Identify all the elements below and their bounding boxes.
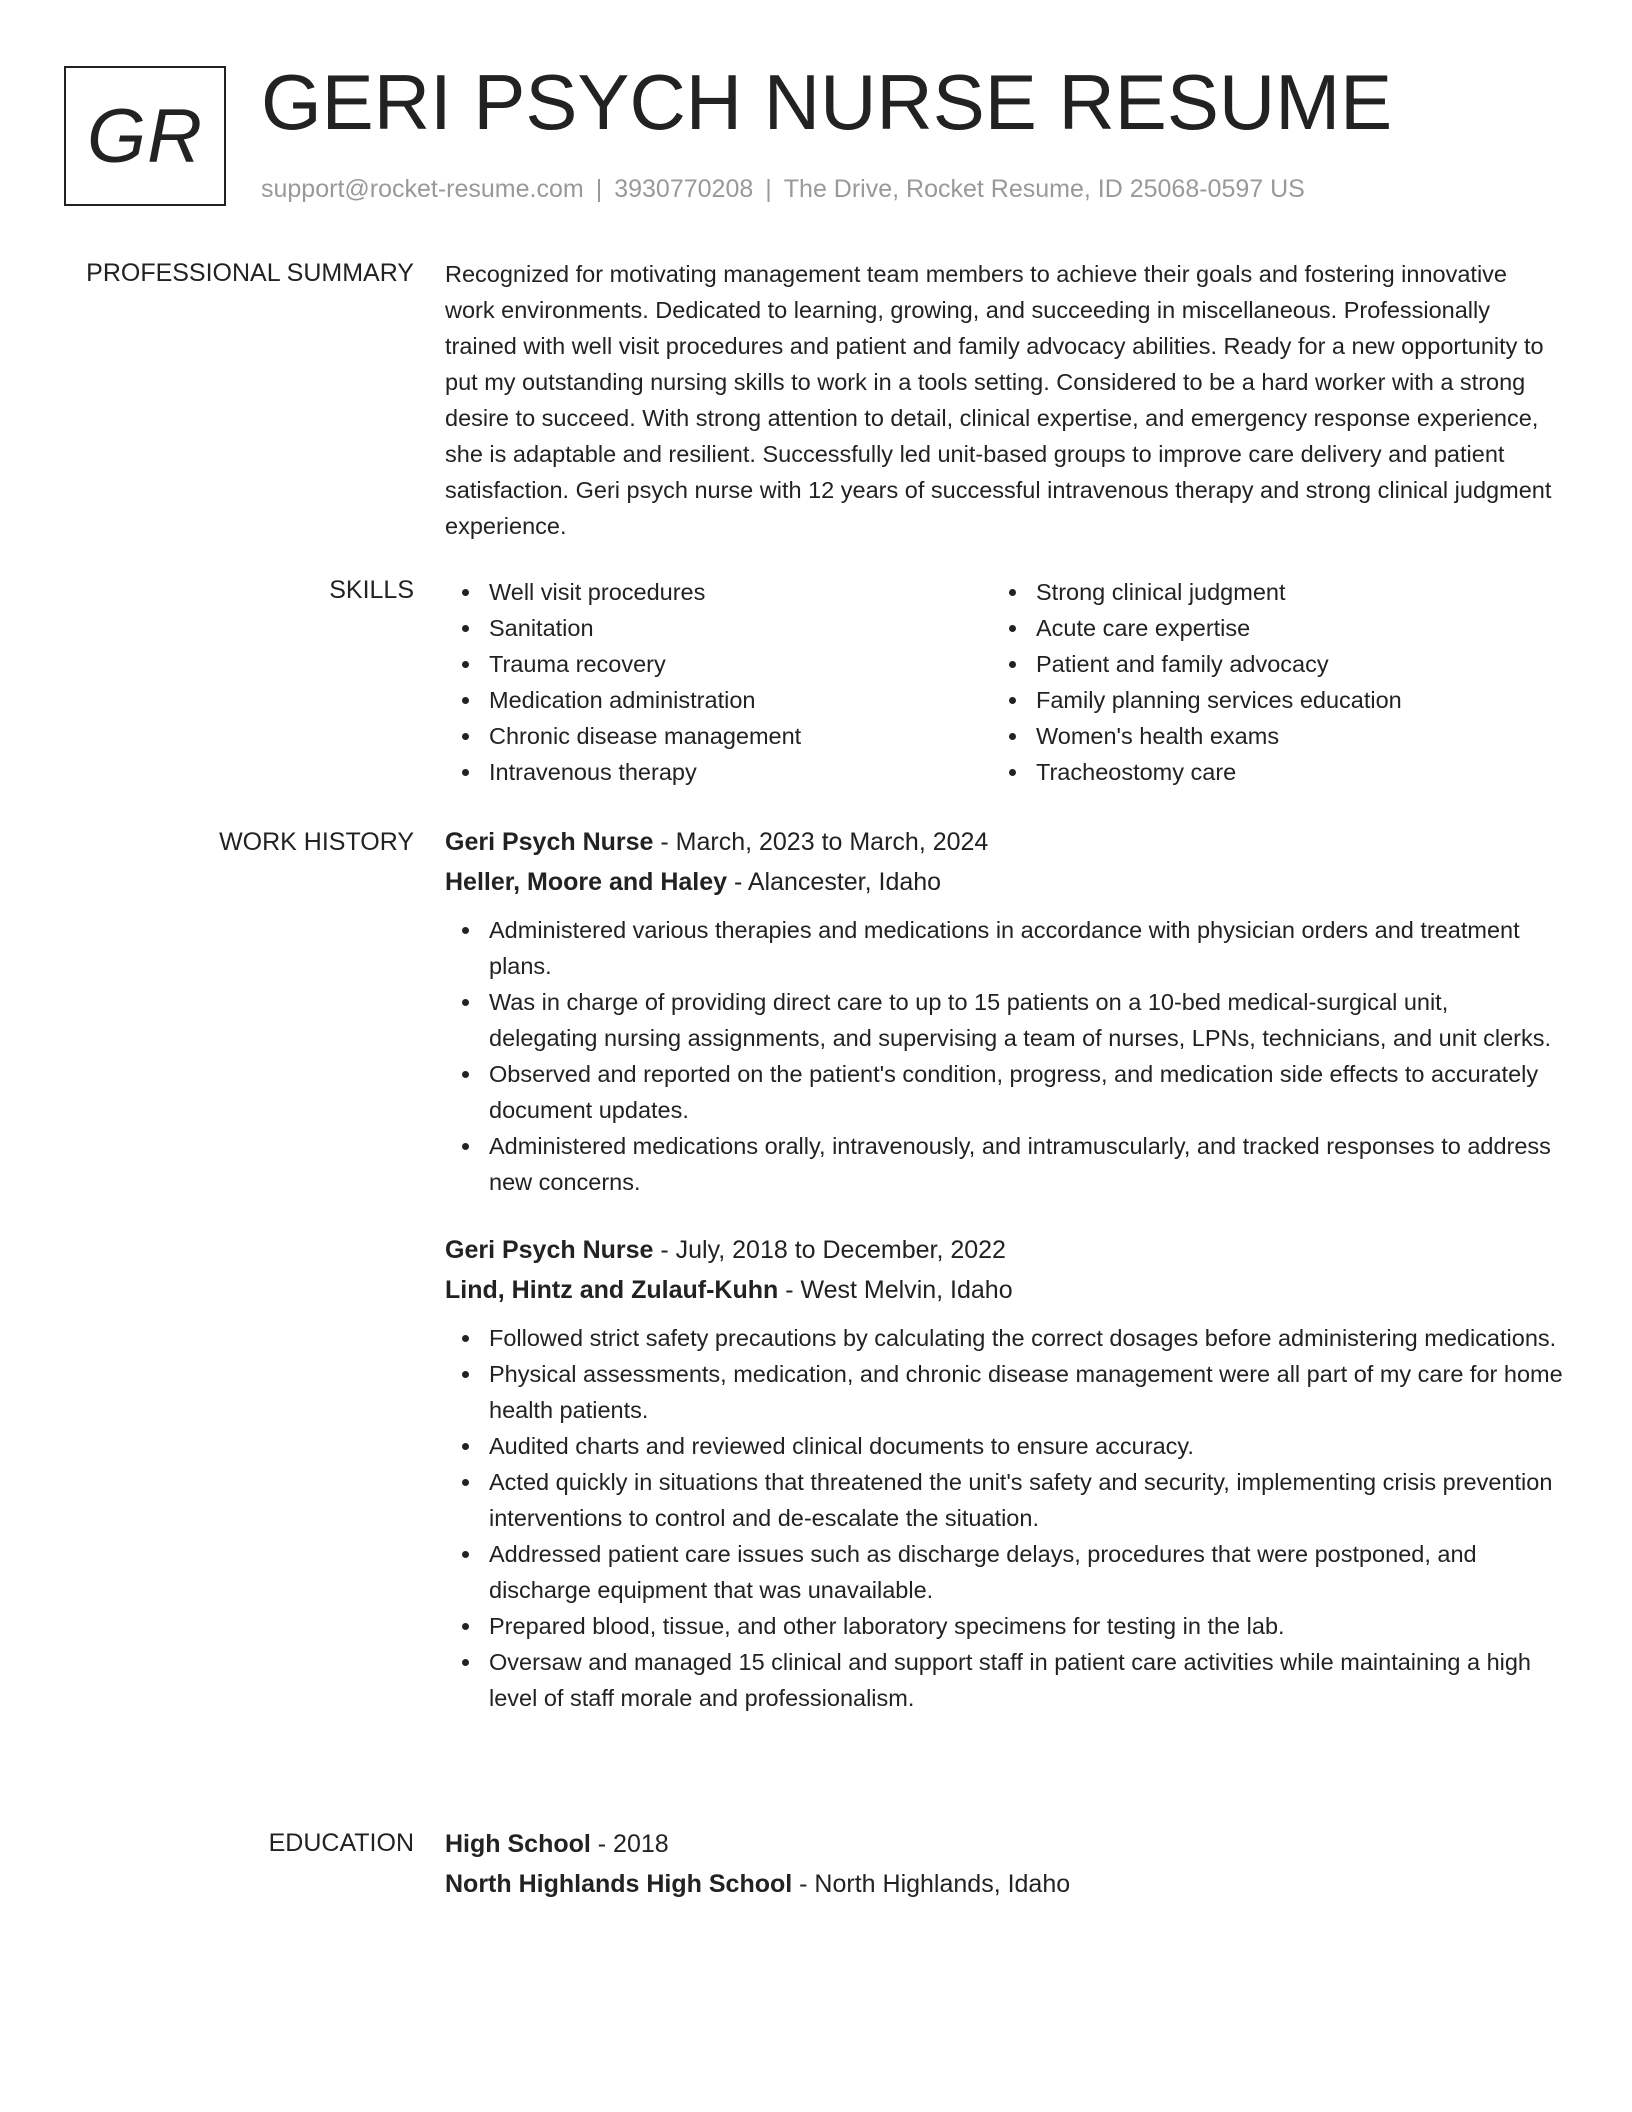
skill-item: Well visit procedures — [445, 574, 992, 610]
education-school-line — [445, 1864, 1563, 1904]
education-location: - North Highlands, Idaho — [792, 1870, 1071, 1898]
monogram-text: GR — [87, 93, 203, 179]
summary-text: Recognized for motivating management team members to achieve their goals and fostering innovative work environments. Dedicated to learning, growing, and succeeding in miscellaneous. Professionally trained with well visit procedures and patient and family advocacy abilities. Ready for a new opportunity to put my outstanding nursing skills to work in a tools setting. Considered to be a hard worker with a strong desire to succeed. With strong attention to detail, clinical expertise, and emergency response experience, she is adaptable and resilient. Successfully led unit-based groups to improve care delivery and patient satisfaction. Geri psych nurse with 12 years of successful intravenous therapy and strong clinical judgment experience. — [445, 261, 1552, 539]
contact-separator: | — [765, 175, 772, 203]
job-duty: Acted quickly in situations that threatened the unit's safety and security, implementing crisis prevention interventions to control and de-escalate the situation. — [445, 1464, 1563, 1536]
education-section — [445, 1824, 1563, 1904]
job-duty: Observed and reported on the patient's condition, progress, and medication side effects to accurately document updates. — [445, 1056, 1563, 1128]
skill-item: Tracheostomy care — [992, 754, 1539, 790]
summary-section — [445, 256, 1563, 544]
job-duty: Administered medications orally, intravenously, and intramuscularly, and tracked responses to address new concerns. — [445, 1128, 1563, 1200]
job-duty: Audited charts and reviewed clinical documents to ensure accuracy. — [445, 1428, 1563, 1464]
education-degree: High School — [445, 1830, 591, 1858]
skill-item: Family planning services education — [992, 682, 1539, 718]
job-duty: Administered various therapies and medications in accordance with physician orders and treatment plans. — [445, 912, 1563, 984]
contact-line — [261, 174, 1305, 204]
job-company-line — [445, 862, 1563, 902]
skill-item: Intravenous therapy — [445, 754, 992, 790]
work-history-section — [445, 822, 1563, 1716]
job-location: - West Melvin, Idaho — [778, 1276, 1013, 1304]
job-title: Geri Psych Nurse — [445, 828, 654, 856]
job-duty: Oversaw and managed 15 clinical and support staff in patient care activities while maintaining a high level of staff morale and professionalism. — [445, 1644, 1563, 1716]
skill-item: Medication administration — [445, 682, 992, 718]
job-dates: - March, 2023 to March, 2024 — [653, 828, 989, 856]
summary-heading: PROFESSIONAL SUMMARY — [86, 259, 414, 287]
job-title-line — [445, 1230, 1563, 1270]
job-duties-list — [445, 912, 1563, 1200]
job-company: Lind, Hintz and Zulauf-Kuhn — [445, 1276, 779, 1304]
skills-list-left — [445, 574, 992, 790]
job-company: Heller, Moore and Haley — [445, 868, 728, 896]
resume-title: GERI PSYCH NURSE RESUME — [261, 58, 1393, 146]
job-duty: Addressed patient care issues such as discharge delays, procedures that were postponed, and discharge equipment that was unavailable. — [445, 1536, 1563, 1608]
work-history-heading: WORK HISTORY — [219, 828, 414, 856]
job-title-line — [445, 822, 1563, 862]
job-dates: - July, 2018 to December, 2022 — [653, 1236, 1006, 1264]
education-year: - 2018 — [590, 1830, 669, 1858]
skills-section — [445, 574, 1563, 790]
job-title: Geri Psych Nurse — [445, 1236, 654, 1264]
job-location: - Alancester, Idaho — [727, 868, 942, 896]
skill-item: Acute care expertise — [992, 610, 1539, 646]
contact-separator: | — [595, 175, 603, 203]
job-duty: Was in charge of providing direct care to up to 15 patients on a 10-bed medical-surgical unit, delegating nursing assignments, and supervising a team of nurses, LPNs, technicians, and unit clerks. — [445, 984, 1563, 1056]
education-heading: EDUCATION — [268, 1829, 414, 1857]
skill-item: Chronic disease management — [445, 718, 992, 754]
skill-item: Patient and family advocacy — [992, 646, 1539, 682]
education-school: North Highlands High School — [445, 1870, 793, 1898]
skill-item: Strong clinical judgment — [992, 574, 1539, 610]
contact-address: The Drive, Rocket Resume, ID 25068-0597 US — [783, 175, 1305, 203]
contact-phone[interactable]: 3930770208 — [614, 175, 754, 203]
job-duty: Followed strict safety precautions by calculating the correct dosages before administering medications. — [445, 1320, 1563, 1356]
skills-heading: SKILLS — [329, 576, 414, 604]
job-entry — [445, 822, 1563, 1200]
skill-item: Women's health exams — [992, 718, 1539, 754]
education-degree-line — [445, 1824, 1563, 1864]
skill-item: Trauma recovery — [445, 646, 992, 682]
job-duty: Prepared blood, tissue, and other laboratory specimens for testing in the lab. — [445, 1608, 1563, 1644]
contact-email[interactable]: support@rocket-resume.com — [261, 175, 584, 203]
job-company-line — [445, 1270, 1563, 1310]
skill-item: Sanitation — [445, 610, 992, 646]
job-duties-list — [445, 1320, 1563, 1716]
job-entry — [445, 1230, 1563, 1716]
monogram-box — [64, 66, 226, 206]
skills-list-right — [992, 574, 1539, 790]
job-duty: Physical assessments, medication, and chronic disease management were all part of my care for home health patients. — [445, 1356, 1563, 1428]
